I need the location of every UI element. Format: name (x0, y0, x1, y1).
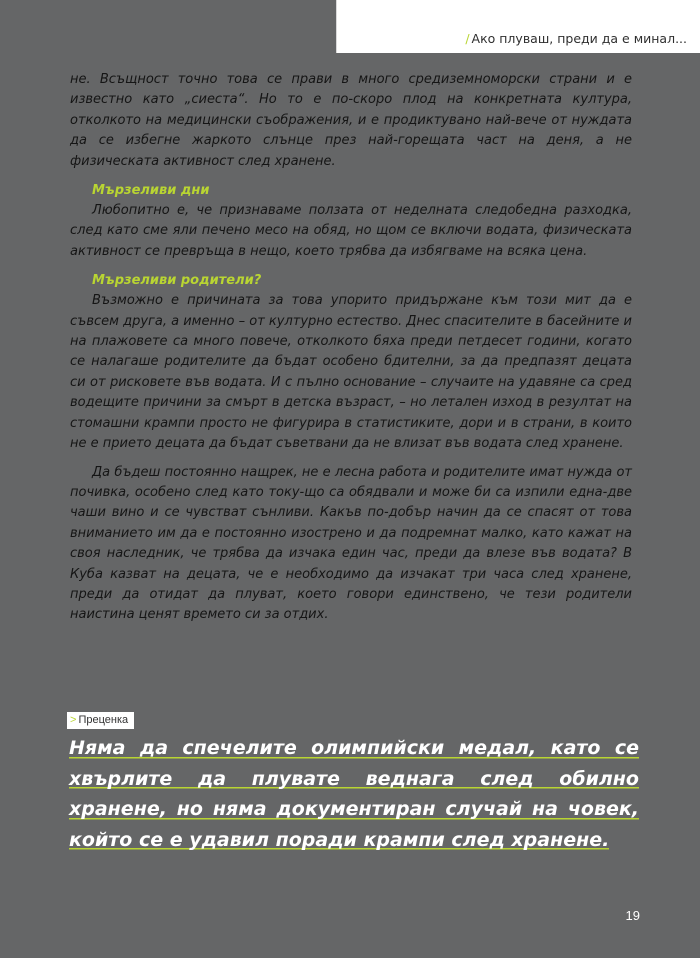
verdict-quote-text: Няма да спечелите олимпийски медал, като се хвърлите да плувате веднага след обилно хранене, но няма документиран случай на човек, който се е удавил поради крампи след хранене. (69, 737, 639, 851)
subheading-lazy-parents: Мързеливи родители? (92, 273, 262, 289)
running-header-title (465, 31, 687, 46)
paragraph-lazy-parents: Възможно е причината за това упорито придържане към този мит да е съвсем друга, а именно – от културно естество. Днес спасителите в басейните и на плажовете са много повече, отколкото бяха преди петдесет години, когато се налагаше родителите да бъдат особено бдителни, за да предпазят децата си от рисковете във водата. И с пълно основание – случаите на удавяне са сред водещите причини за смърт в детска възраст, – но летален изход в резултат на стомашни крампи просто не фигурира в статистиките, дори и в страни, в които не е прието децата да бъдат съветвани да не влизат във водата след хранене. (70, 293, 632, 452)
body-text (70, 70, 632, 626)
verdict-quote (69, 733, 639, 855)
verdict-arrow: > (70, 714, 77, 726)
running-header (336, 0, 700, 53)
verdict-label (67, 712, 134, 729)
paragraph-vigilance: Да бъдеш постоянно нащрек, не е лесна работа и родителите имат нужда от почивка, особено след като току-що са обядвали и може би са изпили една-две чаши вино и се чувстват сънливи. Какъв по-добър начин да се спасят от това вниманието им да е постоянно изострено и да подремнат малко, като кажат на своя наследник, че трябва да изчака един час, преди да влезе във водата? В Куба казват на децата, че е необходимо да изчакат три часа след хранене, преди да отидат да плуват, което говори единствено, че тези родители наистина ценят времето си за отдих. (70, 464, 632, 623)
header-slash: / (465, 31, 470, 46)
subheading-lazy-days: Мързеливи дни (92, 183, 210, 199)
paragraph-lazy-days: Любопитно е, че признаваме ползата от неделната следобедна разходка, след като сме яли печено месо на обяд, но щом се включи водата, физическата активност се превръща в нещо, което трябва да избягваме на всяка цена. (70, 203, 632, 259)
page-number: 19 (625, 908, 640, 923)
paragraph-continuation: не. Всъщност точно това се прави в много средиземноморски страни и е известно като „сиеста“. Но то е по-скоро плод на конкретната култура, отколкото на медицински съображения, и е продиктувано най-вече от нуждата да се избегне жаркото слънце през най-горещата част на деня, а не физическата активност след хранене. (70, 72, 632, 169)
verdict-label-text: Преценка (78, 714, 129, 726)
header-title-text: Ако плуваш, преди да е минал... (471, 31, 687, 46)
